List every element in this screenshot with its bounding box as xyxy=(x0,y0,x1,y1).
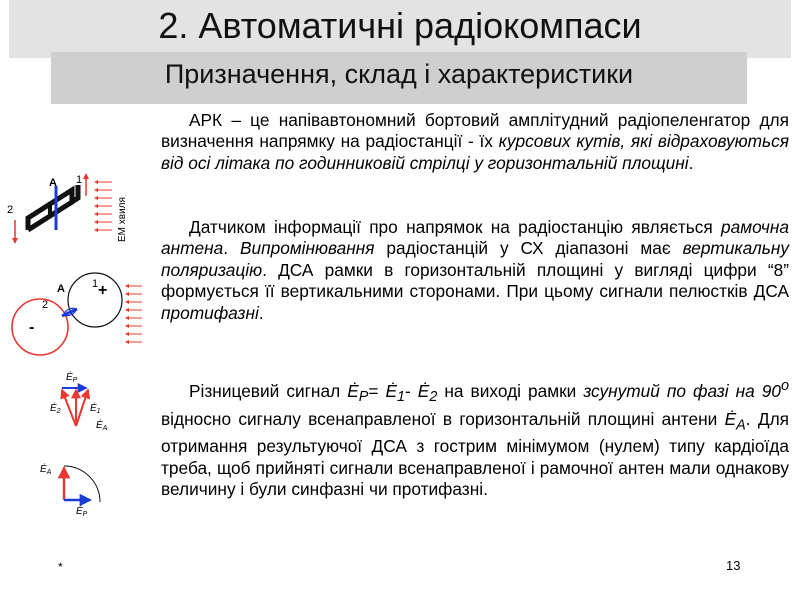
paragraph-loop-antenna xyxy=(161,217,789,324)
em-wave-label: ЕМ хвиля xyxy=(117,197,128,242)
vec1-e2: Ė xyxy=(50,403,57,414)
svg-text:ĖА xyxy=(40,463,52,476)
p2-text-1: Датчиком інформації про напрямок на радіостанцію являється xyxy=(189,217,722,237)
em-wave-arrows xyxy=(96,182,112,230)
vec1-e2-sub: 2 xyxy=(56,408,61,415)
p2-text-3: радіостанцій у СХ діапазоні має xyxy=(374,238,683,259)
vec2-ep: Ė xyxy=(76,506,83,517)
p3-e2-sub: 2 xyxy=(429,389,438,406)
p3-text-2: на виході рамки xyxy=(437,380,584,401)
paragraph-ark-definition xyxy=(161,110,789,174)
vec2-ea: Ė xyxy=(40,464,47,475)
loop-label-2: 2 xyxy=(7,204,14,216)
p3-italic-1: зсунутий по фазі на 90 xyxy=(583,380,781,401)
p3-e1-sub: 1 xyxy=(396,389,405,406)
p3-text-3: відносно сигналу всенаправленої в горизонтальній площині антени xyxy=(161,408,725,429)
pattern-lobe-left xyxy=(12,299,68,355)
vec1-ea: Ė xyxy=(96,420,103,431)
loop-label-1: 1 xyxy=(76,174,83,186)
p3-ea-sub: А xyxy=(736,417,746,434)
p1-text: АРК – це напівавтономний бортовий амплітудний радіопеленгатор для визначення напрямку на радіостанції - їх xyxy=(161,110,789,152)
p3-degree: о xyxy=(780,378,789,394)
pattern-figure xyxy=(0,272,150,356)
p2-text-4: . ДСА рамки в горизонтальній площині у вигляді цифри “8” формується її вертикальними сторонами. При цьому сигнали пелюстків ДСА xyxy=(161,259,789,302)
p2-text-2: . xyxy=(223,238,240,259)
vector-diagram-1 xyxy=(40,368,120,440)
vec1-e1: Ė xyxy=(90,403,97,414)
loop-antenna-figure xyxy=(0,168,140,248)
svg-text:ĖР xyxy=(76,505,88,518)
pattern-minus: - xyxy=(29,319,35,336)
paragraph-difference-signal xyxy=(161,376,789,501)
p3-e1: Ė xyxy=(385,380,397,401)
p3-ea: Ė xyxy=(724,408,737,429)
pattern-label-a: А xyxy=(57,283,65,295)
p3-ep-sub: Р xyxy=(358,389,369,406)
p3-minus: - xyxy=(405,380,418,401)
slide-subtitle: Призначення, склад і характеристики xyxy=(164,59,634,89)
p2-italic-4: протифазні xyxy=(161,302,259,323)
p3-text-1: Різницевий сигнал xyxy=(189,380,348,401)
vec1-ep: Ė xyxy=(66,372,73,383)
p2-italic-1: рамочна антена xyxy=(161,217,789,259)
pattern-label-2: 2 xyxy=(42,299,49,311)
footer-mark: * xyxy=(58,560,63,574)
svg-text:ĖР xyxy=(66,371,78,384)
p3-eq: = xyxy=(368,380,386,401)
p3-text-4: . Для отримання результуючої ДСА з гострим мінімумом (нулем) типу кардіоїда треба, щоб прийняті сигнали всенаправленої і рамочної антен мали однакову величину і були синфазні чи протифазні. xyxy=(161,408,790,500)
svg-text:Ė1 xyxy=(90,402,101,415)
loop-label-a: А xyxy=(49,177,57,189)
page-number: 13 xyxy=(726,558,741,573)
svg-text:ĖА xyxy=(96,419,108,432)
p2-italic-2: Випромінювання xyxy=(239,238,375,259)
pattern-wave-arrows xyxy=(127,286,142,342)
vec2-ea-sub: А xyxy=(46,469,52,476)
vec1-ep-sub: Р xyxy=(72,377,78,384)
vec1-ea-sub: А xyxy=(102,425,108,432)
p2-italic-3: вертикальну поляризацію xyxy=(161,238,789,280)
p2-end: . xyxy=(258,302,264,323)
p1-end: . xyxy=(688,152,694,173)
vec1-e1-sub: 1 xyxy=(96,408,101,415)
vec2-ep-sub: Р xyxy=(82,511,88,518)
pattern-label-1: 1 xyxy=(92,278,99,290)
vector-diagram-2 xyxy=(40,452,120,520)
slide-title: 2. Автоматичні радіокомпаси xyxy=(158,5,642,46)
pattern-plus: + xyxy=(98,282,108,299)
svg-text:Ė2 xyxy=(50,402,61,415)
p3-e2: Ė xyxy=(417,380,430,401)
p3-ep: Ė xyxy=(347,380,359,401)
p1-italic: курсових кутів, які відраховуються від осі літака по годинниковій стрілці у горизонтальній площині xyxy=(161,131,789,173)
